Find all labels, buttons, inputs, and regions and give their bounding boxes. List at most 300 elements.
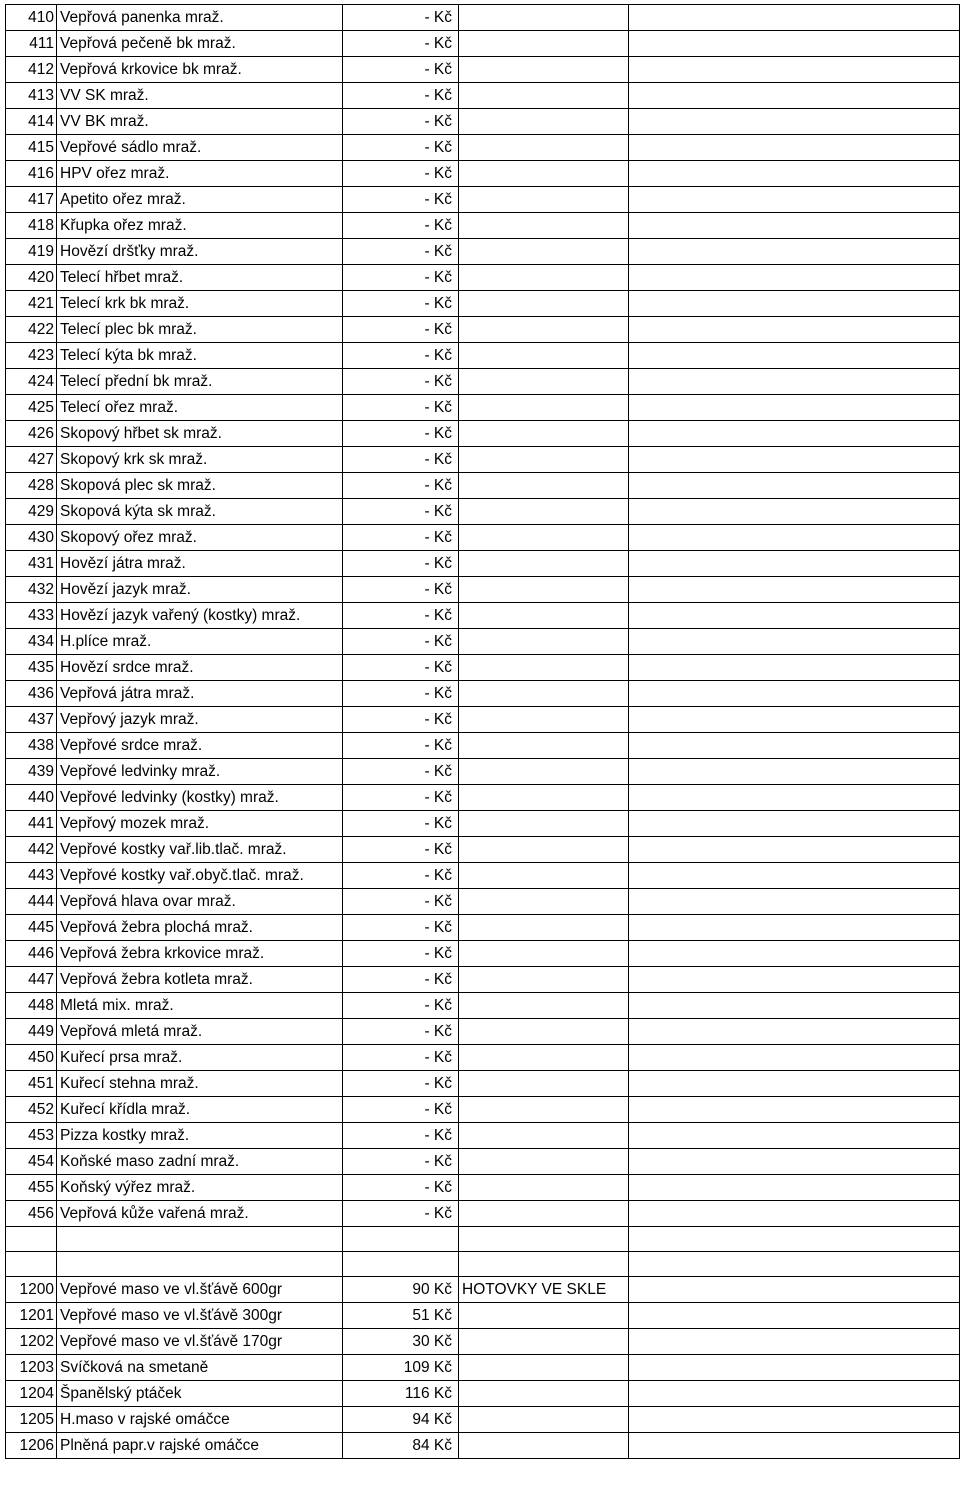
- table-row: [6, 83, 960, 109]
- item-note: [459, 681, 629, 707]
- item-name: Hovězí jazyk vařený (kostky) mraž.: [57, 603, 343, 629]
- item-note: [459, 785, 629, 811]
- table-row: [6, 239, 960, 265]
- item-note: [459, 889, 629, 915]
- table-row: [6, 993, 960, 1019]
- item-price: - Kč: [343, 863, 459, 889]
- item-note: [459, 31, 629, 57]
- empty-cell: [629, 265, 960, 291]
- item-name: Skopový hřbet sk mraž.: [57, 421, 343, 447]
- item-note: [459, 473, 629, 499]
- table-row: [6, 109, 960, 135]
- empty-cell: [629, 577, 960, 603]
- item-number: 423: [6, 343, 57, 369]
- item-number: 448: [6, 993, 57, 1019]
- item-price: - Kč: [343, 655, 459, 681]
- table-row: [6, 1277, 960, 1303]
- item-note: [459, 1045, 629, 1071]
- item-number: 411: [6, 31, 57, 57]
- item-number: 438: [6, 733, 57, 759]
- item-price: 84 Kč: [343, 1433, 459, 1459]
- item-number: 455: [6, 1175, 57, 1201]
- table-row: [6, 187, 960, 213]
- item-number: 450: [6, 1045, 57, 1071]
- item-note: [459, 1123, 629, 1149]
- blank-cell: [343, 1252, 459, 1277]
- table-row: [6, 1355, 960, 1381]
- empty-cell: [629, 395, 960, 421]
- item-note: [459, 447, 629, 473]
- empty-cell: [629, 785, 960, 811]
- empty-cell: [629, 1149, 960, 1175]
- item-name: VV BK mraž.: [57, 109, 343, 135]
- empty-cell: [629, 1045, 960, 1071]
- table-row: [6, 733, 960, 759]
- blank-cell: [459, 1252, 629, 1277]
- item-price: - Kč: [343, 57, 459, 83]
- item-name: Vepřová žebra krkovice mraž.: [57, 941, 343, 967]
- empty-cell: [629, 941, 960, 967]
- table-row: [6, 1433, 960, 1459]
- item-price: - Kč: [343, 837, 459, 863]
- empty-cell: [629, 707, 960, 733]
- item-name: Svíčková na smetaně: [57, 1355, 343, 1381]
- table-row: [6, 915, 960, 941]
- table-row: [6, 1407, 960, 1433]
- empty-cell: [629, 1303, 960, 1329]
- item-price: 90 Kč: [343, 1277, 459, 1303]
- item-number: 1200: [6, 1277, 57, 1303]
- table-row: [6, 1123, 960, 1149]
- empty-cell: [629, 1329, 960, 1355]
- item-number: 442: [6, 837, 57, 863]
- item-note: [459, 525, 629, 551]
- item-number: 441: [6, 811, 57, 837]
- item-name: Vepřová krkovice bk mraž.: [57, 57, 343, 83]
- empty-cell: [629, 1355, 960, 1381]
- item-number: 437: [6, 707, 57, 733]
- item-note: [459, 5, 629, 31]
- item-price: - Kč: [343, 785, 459, 811]
- empty-cell: [629, 629, 960, 655]
- empty-cell: [629, 759, 960, 785]
- item-number: 1206: [6, 1433, 57, 1459]
- item-note: [459, 83, 629, 109]
- item-price: - Kč: [343, 395, 459, 421]
- item-name: Hovězí dršťky mraž.: [57, 239, 343, 265]
- item-note: [459, 1303, 629, 1329]
- item-price: - Kč: [343, 967, 459, 993]
- item-name: Mletá mix. mraž.: [57, 993, 343, 1019]
- item-name: Apetito ořez mraž.: [57, 187, 343, 213]
- item-price: 116 Kč: [343, 1381, 459, 1407]
- empty-cell: [629, 837, 960, 863]
- item-note: [459, 577, 629, 603]
- blank-row: [6, 1252, 960, 1277]
- empty-cell: [629, 343, 960, 369]
- item-number: 440: [6, 785, 57, 811]
- item-note: [459, 811, 629, 837]
- empty-cell: [629, 473, 960, 499]
- item-price: - Kč: [343, 811, 459, 837]
- item-number: 431: [6, 551, 57, 577]
- item-price: - Kč: [343, 993, 459, 1019]
- item-price: - Kč: [343, 681, 459, 707]
- item-note: [459, 1355, 629, 1381]
- item-note: [459, 343, 629, 369]
- empty-cell: [629, 1071, 960, 1097]
- table-row: [6, 1201, 960, 1227]
- item-price: - Kč: [343, 551, 459, 577]
- item-name: VV SK mraž.: [57, 83, 343, 109]
- item-name: Skopová kýta sk mraž.: [57, 499, 343, 525]
- item-note: [459, 1071, 629, 1097]
- item-price: - Kč: [343, 577, 459, 603]
- item-number: 1203: [6, 1355, 57, 1381]
- blank-row: [6, 1227, 960, 1252]
- table-row: [6, 421, 960, 447]
- empty-cell: [629, 1277, 960, 1303]
- item-note: [459, 603, 629, 629]
- item-number: 446: [6, 941, 57, 967]
- item-number: 420: [6, 265, 57, 291]
- frozen-products-section: [6, 5, 960, 1227]
- item-price: - Kč: [343, 525, 459, 551]
- table-row: [6, 31, 960, 57]
- item-name: Telecí ořez mraž.: [57, 395, 343, 421]
- item-price: - Kč: [343, 239, 459, 265]
- table-row: [6, 135, 960, 161]
- item-price: - Kč: [343, 1123, 459, 1149]
- blank-cell: [6, 1227, 57, 1252]
- table-row: [6, 629, 960, 655]
- item-number: 1202: [6, 1329, 57, 1355]
- empty-cell: [629, 1175, 960, 1201]
- blank-cell: [343, 1227, 459, 1252]
- price-list-table: [5, 4, 960, 1459]
- item-name: Hovězí srdce mraž.: [57, 655, 343, 681]
- item-name: Vepřové srdce mraž.: [57, 733, 343, 759]
- item-note: [459, 993, 629, 1019]
- item-note: [459, 499, 629, 525]
- table-row: [6, 551, 960, 577]
- empty-cell: [629, 603, 960, 629]
- table-row: [6, 343, 960, 369]
- item-price: 30 Kč: [343, 1329, 459, 1355]
- item-number: 443: [6, 863, 57, 889]
- empty-cell: [629, 525, 960, 551]
- item-number: 435: [6, 655, 57, 681]
- table-row: [6, 1071, 960, 1097]
- table-row: [6, 889, 960, 915]
- table-row: [6, 499, 960, 525]
- empty-cell: [629, 369, 960, 395]
- table-row: [6, 213, 960, 239]
- empty-cell: [629, 811, 960, 837]
- item-note: [459, 1433, 629, 1459]
- item-note: [459, 1407, 629, 1433]
- item-price: - Kč: [343, 265, 459, 291]
- empty-cell: [629, 161, 960, 187]
- item-number: 415: [6, 135, 57, 161]
- empty-cell: [629, 239, 960, 265]
- table-row: [6, 577, 960, 603]
- table-row: [6, 967, 960, 993]
- item-price: - Kč: [343, 187, 459, 213]
- item-name: Křupka ořez mraž.: [57, 213, 343, 239]
- item-price: - Kč: [343, 343, 459, 369]
- item-number: 418: [6, 213, 57, 239]
- item-name: H.plíce mraž.: [57, 629, 343, 655]
- item-name: Vepřové maso ve vl.šťávě 600gr: [57, 1277, 343, 1303]
- empty-cell: [629, 317, 960, 343]
- item-number: 434: [6, 629, 57, 655]
- table-row: [6, 681, 960, 707]
- item-note: [459, 109, 629, 135]
- item-name: Koňský výřez mraž.: [57, 1175, 343, 1201]
- table-row: [6, 525, 960, 551]
- item-name: Hovězí játra mraž.: [57, 551, 343, 577]
- item-note: [459, 57, 629, 83]
- item-price: - Kč: [343, 707, 459, 733]
- blank-cell: [57, 1227, 343, 1252]
- ready-meals-section: [6, 1277, 960, 1459]
- item-price: - Kč: [343, 1175, 459, 1201]
- table-row: [6, 707, 960, 733]
- empty-cell: [629, 291, 960, 317]
- item-number: 426: [6, 421, 57, 447]
- empty-cell: [629, 1123, 960, 1149]
- item-price: - Kč: [343, 5, 459, 31]
- table-row: [6, 1097, 960, 1123]
- item-number: 410: [6, 5, 57, 31]
- empty-cell: [629, 1381, 960, 1407]
- item-number: 433: [6, 603, 57, 629]
- empty-cell: [629, 1097, 960, 1123]
- item-price: - Kč: [343, 499, 459, 525]
- table-row: [6, 291, 960, 317]
- item-note: [459, 1381, 629, 1407]
- item-number: 1201: [6, 1303, 57, 1329]
- empty-cell: [629, 551, 960, 577]
- item-number: 424: [6, 369, 57, 395]
- item-name: Vepřová játra mraž.: [57, 681, 343, 707]
- table-row: [6, 1381, 960, 1407]
- empty-cell: [629, 681, 960, 707]
- table-row: [6, 759, 960, 785]
- empty-cell: [629, 1433, 960, 1459]
- item-price: - Kč: [343, 889, 459, 915]
- empty-cell: [629, 1201, 960, 1227]
- empty-cell: [629, 57, 960, 83]
- empty-cell: [629, 1407, 960, 1433]
- item-price: - Kč: [343, 473, 459, 499]
- table-row: [6, 941, 960, 967]
- item-name: Vepřová kůže vařená mraž.: [57, 1201, 343, 1227]
- item-name: Vepřová hlava ovar mraž.: [57, 889, 343, 915]
- item-name: Telecí přední bk mraž.: [57, 369, 343, 395]
- item-note: [459, 915, 629, 941]
- empty-cell: [629, 187, 960, 213]
- item-number: 436: [6, 681, 57, 707]
- table-row: [6, 1045, 960, 1071]
- item-name: Vepřové kostky vař.lib.tlač. mraž.: [57, 837, 343, 863]
- table-row: [6, 837, 960, 863]
- item-note: [459, 1149, 629, 1175]
- item-name: Plněná papr.v rajské omáčce: [57, 1433, 343, 1459]
- item-name: Vepřové ledvinky mraž.: [57, 759, 343, 785]
- item-number: 439: [6, 759, 57, 785]
- item-price: - Kč: [343, 447, 459, 473]
- item-price: - Kč: [343, 629, 459, 655]
- item-number: 444: [6, 889, 57, 915]
- item-name: Vepřové kostky vař.obyč.tlač. mraž.: [57, 863, 343, 889]
- item-note: [459, 213, 629, 239]
- item-number: 414: [6, 109, 57, 135]
- table-row: [6, 317, 960, 343]
- item-price: - Kč: [343, 317, 459, 343]
- item-price: - Kč: [343, 161, 459, 187]
- item-note: [459, 161, 629, 187]
- empty-cell: [629, 915, 960, 941]
- item-name: Skopový krk sk mraž.: [57, 447, 343, 473]
- item-number: 419: [6, 239, 57, 265]
- item-price: 94 Kč: [343, 1407, 459, 1433]
- item-price: - Kč: [343, 83, 459, 109]
- item-name: Koňské maso zadní mraž.: [57, 1149, 343, 1175]
- item-note: [459, 265, 629, 291]
- table-row: [6, 265, 960, 291]
- item-name: HPV ořez mraž.: [57, 161, 343, 187]
- item-number: 413: [6, 83, 57, 109]
- item-note: [459, 369, 629, 395]
- item-note: [459, 1329, 629, 1355]
- table-row: [6, 447, 960, 473]
- item-number: 421: [6, 291, 57, 317]
- item-note: [459, 395, 629, 421]
- item-name: Vepřový mozek mraž.: [57, 811, 343, 837]
- item-name: Španělský ptáček: [57, 1381, 343, 1407]
- item-price: - Kč: [343, 1045, 459, 1071]
- blank-cell: [629, 1227, 960, 1252]
- empty-cell: [629, 733, 960, 759]
- item-number: 430: [6, 525, 57, 551]
- item-note: [459, 239, 629, 265]
- blank-cell: [57, 1252, 343, 1277]
- item-number: 447: [6, 967, 57, 993]
- item-number: 451: [6, 1071, 57, 1097]
- item-note: [459, 759, 629, 785]
- item-name: H.maso v rajské omáčce: [57, 1407, 343, 1433]
- item-number: 425: [6, 395, 57, 421]
- item-number: 453: [6, 1123, 57, 1149]
- item-price: - Kč: [343, 109, 459, 135]
- item-price: - Kč: [343, 733, 459, 759]
- item-note: [459, 1097, 629, 1123]
- item-price: - Kč: [343, 135, 459, 161]
- item-note: [459, 187, 629, 213]
- item-number: 428: [6, 473, 57, 499]
- table-row: [6, 1019, 960, 1045]
- item-price: - Kč: [343, 291, 459, 317]
- item-number: 449: [6, 1019, 57, 1045]
- item-name: Telecí kýta bk mraž.: [57, 343, 343, 369]
- empty-cell: [629, 31, 960, 57]
- blank-cell: [459, 1227, 629, 1252]
- item-number: 429: [6, 499, 57, 525]
- item-name: Vepřové maso ve vl.šťávě 170gr: [57, 1329, 343, 1355]
- item-number: 427: [6, 447, 57, 473]
- table-row: [6, 1175, 960, 1201]
- empty-cell: [629, 135, 960, 161]
- item-number: 416: [6, 161, 57, 187]
- empty-cell: [629, 993, 960, 1019]
- item-note: [459, 837, 629, 863]
- item-note: [459, 421, 629, 447]
- item-name: Vepřový jazyk mraž.: [57, 707, 343, 733]
- item-price: - Kč: [343, 1201, 459, 1227]
- table-row: [6, 785, 960, 811]
- item-name: Vepřové ledvinky (kostky) mraž.: [57, 785, 343, 811]
- item-number: 456: [6, 1201, 57, 1227]
- table-row: [6, 1329, 960, 1355]
- table-row: [6, 1149, 960, 1175]
- empty-cell: [629, 109, 960, 135]
- item-number: 422: [6, 317, 57, 343]
- item-note: [459, 941, 629, 967]
- blank-separator-section: [6, 1227, 960, 1277]
- item-note: HOTOVKY VE SKLE: [459, 1277, 629, 1303]
- item-name: Hovězí jazyk mraž.: [57, 577, 343, 603]
- empty-cell: [629, 499, 960, 525]
- item-price: - Kč: [343, 915, 459, 941]
- item-note: [459, 291, 629, 317]
- empty-cell: [629, 655, 960, 681]
- item-number: 412: [6, 57, 57, 83]
- item-number: 1204: [6, 1381, 57, 1407]
- item-name: Vepřová pečeně bk mraž.: [57, 31, 343, 57]
- item-number: 445: [6, 915, 57, 941]
- item-price: - Kč: [343, 759, 459, 785]
- item-note: [459, 733, 629, 759]
- item-price: 109 Kč: [343, 1355, 459, 1381]
- item-number: 1205: [6, 1407, 57, 1433]
- empty-cell: [629, 1019, 960, 1045]
- item-price: - Kč: [343, 421, 459, 447]
- item-note: [459, 135, 629, 161]
- item-price: 51 Kč: [343, 1303, 459, 1329]
- item-name: Vepřová žebra kotleta mraž.: [57, 967, 343, 993]
- table-row: [6, 863, 960, 889]
- item-name: Kuřecí křídla mraž.: [57, 1097, 343, 1123]
- item-note: [459, 317, 629, 343]
- table-row: [6, 655, 960, 681]
- item-note: [459, 967, 629, 993]
- empty-cell: [629, 83, 960, 109]
- item-price: - Kč: [343, 1149, 459, 1175]
- item-name: Kuřecí prsa mraž.: [57, 1045, 343, 1071]
- blank-cell: [6, 1252, 57, 1277]
- item-number: 432: [6, 577, 57, 603]
- table-row: [6, 1303, 960, 1329]
- item-name: Telecí plec bk mraž.: [57, 317, 343, 343]
- table-row: [6, 369, 960, 395]
- item-name: Vepřová mletá mraž.: [57, 1019, 343, 1045]
- item-price: - Kč: [343, 603, 459, 629]
- item-name: Vepřová žebra plochá mraž.: [57, 915, 343, 941]
- blank-cell: [629, 1252, 960, 1277]
- item-name: Skopová plec sk mraž.: [57, 473, 343, 499]
